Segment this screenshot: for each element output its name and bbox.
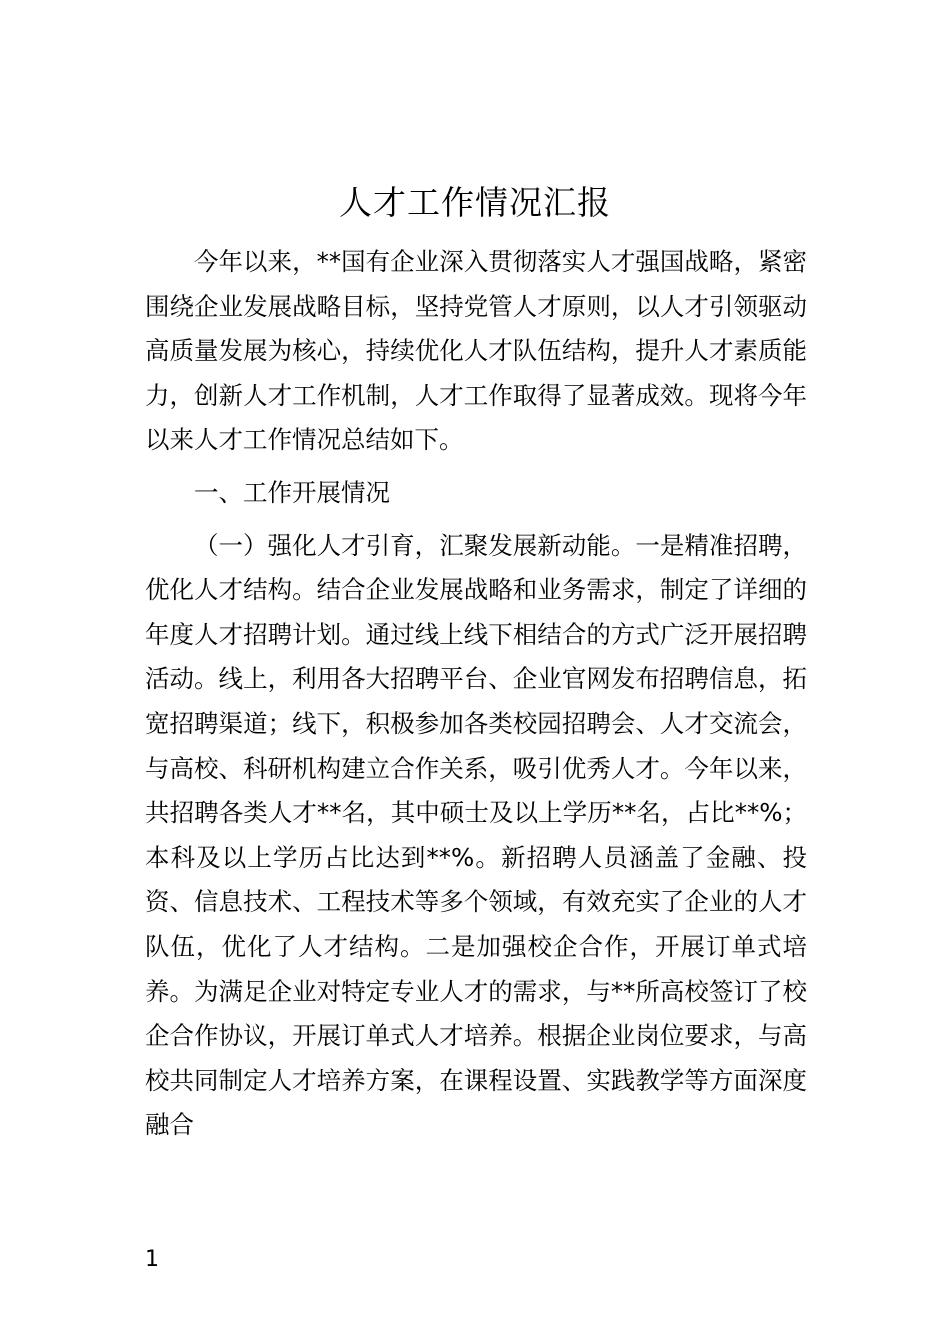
document-body: [145, 240, 807, 1148]
section-heading: 一、工作开展情况: [194, 477, 390, 507]
page-number: 1: [145, 1247, 159, 1272]
subsection-paragraph: （一）强化人才引育，汇聚发展新动能。一是精准招聘，优化人才结构。结合企业发展战略和业务需求，制定了详细的年度人才招聘计划。通过线上线下相结合的方式广泛开展招聘活动。线上，利用各大招聘平台、企业官网发布招聘信息，拓宽招聘渠道；线下，积极参加各类校园招聘会、人才交流会，与高校、科研机构建立合作关系，吸引优秀人才。今年以来，共招聘各类人才**名，其中硕士及以上学历**名，占比**%；本科及以上学历占比达到**%。新招聘人员涵盖了金融、投资、信息技术、工程技术等多个领域，有效充实了企业的人才队伍，优化了人才结构。二是加强校企合作，开展订单式培养。为满足企业对特定专业人才的需求，与**所高校签订了校企合作协议，开展订单式人才培养。根据企业岗位要求，与高校共同制定人才培养方案，在课程设置、实践教学等方面深度融合: [145, 530, 807, 1140]
intro-paragraph: 今年以来，**国有企业深入贯彻落实人才强国战略，紧密围绕企业发展战略目标，坚持党管人才原则，以人才引领驱动高质量发展为核心，持续优化人才队伍结构，提升人才素质能力，创新人才工作机制，人才工作取得了显著成效。现将今年以来人才工作情况总结如下。: [145, 247, 807, 455]
document-title: 人才工作情况汇报: [339, 183, 611, 222]
